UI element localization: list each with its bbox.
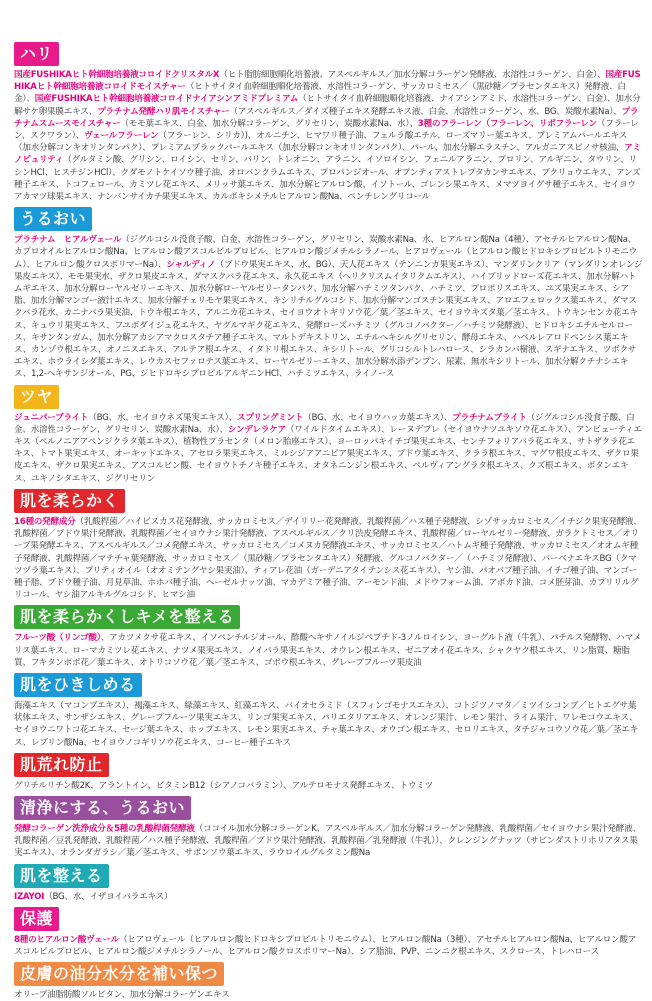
highlighted-ingredient: ヴェールフラーレン bbox=[84, 131, 159, 142]
ingredient-text: （ヒトサイタイ血幹細胞順化培養液、水溶性コラーゲン、サッカロミセス／（黒砂糖／プラセンタエキス）発酵液、白金）、 bbox=[14, 82, 626, 105]
ingredient-text: （BG、水、セイヨウネズ果実エキス）、 bbox=[88, 412, 237, 423]
highlighted-ingredient: プラチナムブライト bbox=[452, 412, 527, 423]
section-ingredients bbox=[14, 780, 643, 792]
ingredient-text: 、アカツメクサ花エキス、イソペンチルジオール、酢酸ヘキサノイルジペプチド-3ノルロイシン、ヨーグルト液（牛乳）、パチルス発酵物、ハマメリス葉エキス、ローマカミツレ花エキス、ナツメ果実エキス、ノイバラ果実エキス、オウレン根エキス、ゼニアオイ花エキス、シャクヤク根エキス、リン脂質、糖脂質、フキタンポポ花／葉エキス、オトリコソウ花／葉／茎エキス、ゴボウ根エキス、グレープフルーツ果皮油 bbox=[14, 633, 642, 668]
ingredient-section bbox=[14, 907, 643, 958]
highlighted-ingredient: アミノピュリティ bbox=[14, 143, 641, 166]
section-header: ツヤ bbox=[14, 385, 59, 409]
highlighted-ingredient: プラチナム発酵ハリ肌モイスチャー bbox=[97, 106, 230, 117]
section-header: 肌を柔らかくしキメを整える bbox=[14, 605, 240, 629]
highlighted-ingredient: 国産FUSHIKAヒト幹細胞培養液コロイドモイスチャー bbox=[14, 70, 641, 93]
ingredient-section bbox=[14, 207, 643, 380]
ingredient-text: （ヒアロヴェール（ヒアルロン酸ヒドロキシプロピルトリモニウム）、ヒアルロン酸Na（3種）、アセチルヒアルロン酸Na、ヒアルロン酸アスコルビルプロピル、ヒアルロン酸ジメチルシラノール、ヒアルロン酸クロスポリマーNa）、シア脂油、PVP、ニンニク根エキス、スクロース、トレハロース bbox=[14, 934, 637, 957]
highlighted-ingredient: 国産FUSHIKAヒト幹細胞培養液コロイドクリスタルX bbox=[14, 70, 220, 80]
highlighted-ingredient: 16種の発酵成分 bbox=[14, 516, 76, 527]
section-ingredients bbox=[14, 989, 643, 1001]
section-ingredients bbox=[14, 69, 643, 203]
ingredient-text: （フラーレン、シリカ）)、オルニチン、ヒマワリ種子油、フェルラ酸エチル、ローズマリー葉エキス、プレミアムパールエキス（加水分解コンキオリンタンパク）、プレミアムブラックパールエキス（加水分解コンキオリンタンパク）、パール、加水分解エラスチン、アルガニアスピノサ核油、 bbox=[14, 131, 628, 154]
ingredient-section bbox=[14, 489, 643, 601]
highlighted-ingredient: プラチナム ヒアルヴェール bbox=[14, 235, 122, 246]
section-header: 皮膚の油分水分を補い保つ bbox=[14, 962, 224, 986]
highlighted-ingredient: 国産FUSHIKAヒト幹細胞培養液コロイドナイアシンアミドプレミアム bbox=[34, 94, 299, 105]
section-header: 肌をひきしめる bbox=[14, 673, 142, 697]
section-header: 肌荒れ防止 bbox=[14, 753, 109, 777]
ingredient-section bbox=[14, 385, 643, 485]
section-header: 保護 bbox=[14, 907, 59, 931]
section-ingredients bbox=[14, 516, 643, 601]
highlighted-ingredient: ジュニパーブライト bbox=[14, 412, 89, 423]
ingredient-text: オリーブ油脂肪酸ソルビタン、加水分解コラーゲンエキス bbox=[14, 990, 230, 1001]
ingredient-text: （ジグルコシル没食子酸、白金、水溶性コラーゲン、グリセリン、炭酸水素Na、水、ヒアルロン酸Na（4種）、アセチルヒアルロン酸Na、カプロオイルヒアルロン酸Na、ヒアルロン酸アスコルビルプロピル、ヒアルロン酸ジメチルシラノール、ヒアロヴェール（ヒアルロン酸ヒドロキシプロピルトリモニウム）、ヒアルロン酸クロスポリマーNa）、 bbox=[14, 235, 637, 270]
highlighted-ingredient: 8種のヒアルロン酸ヴェール bbox=[14, 934, 119, 945]
ingredient-section bbox=[14, 864, 643, 903]
ingredient-text: （ココイル加水分解コラーゲンK、アスペルギルス／加水分解コラーゲン発酵液、乳酸桿菌／セイヨウナシ果汁発酵液、乳酸桿菌／豆乳発酵液、乳酸桿菌／ハス種子発酵液、乳酸桿菌／ブドウ果汁発酵液、乳酸桿菌／乳発酵液（牛乳））、クレンジングナッツ（サピンダストリホリアタス果実エキス）、オランダガラシ／葉／茎エキス、サボンソウ葉エキス、ラウロイルグルタミン酸Na bbox=[14, 823, 641, 859]
section-ingredients bbox=[14, 700, 643, 749]
ingredient-section bbox=[14, 753, 643, 792]
highlighted-ingredient: シャルディノ bbox=[166, 259, 216, 270]
section-ingredients bbox=[14, 234, 643, 380]
section-header: ハリ bbox=[14, 42, 59, 66]
ingredient-text: （ジグルコシル没食子酸、白金、水溶性コラーゲン、グリセリン、炭酸水素Na、水）、 bbox=[14, 412, 635, 435]
highlighted-ingredient: プラチナムスムースモイスチャー bbox=[14, 106, 639, 129]
ingredient-text: （グルタミン酸、グリシン、ロイシン、セリン、バリン、トレオニン、アラニン、イソロイシン、フェニルアラニン、プロリン、アルギニン、タウリン、リシンHCl、ヒスチジンHCl）、クダモノトケイソウ種子油、オロバンクラムエキス、プロパンジオール、オプンティアストレプタカンサエキス、ブクリョウエキス、アンズ種子エキス、トコフェロール、カミツレ花エキス、メリッサ葉エキス、加水分解ヒアルロン酸、イソトール、ゴレンシ果エキス、メマツヨイグサ種子エキス、セイヨウアカマツ球果エキス、ナンバンサイカチ果実エキス、カルボキシメチルヒアルロン酸Na、ペンチレングリコール bbox=[14, 155, 641, 203]
highlighted-ingredient: IZAYOI bbox=[14, 891, 45, 902]
ingredient-section bbox=[14, 962, 643, 1001]
ingredient-text: 海藻エキス（マコンブエキス）、褐藻エキス、緑藻エキス、紅藻エキス、バイオセラミド（スフィンゴモナスエキス）、コトジツノマタ／ミツイシコンブ／ヒトエグサ葉状体エキス、サンザシエキス、グレープフルーツ果実エキス、リンゴ果実エキス、パリエタリアエキス、オレンジ果汁、レモン果汁、ライム果汁、ワレモコウエキス、セイヨウニワトコ花エキス、セージ葉エキス、ホップエキス、レモン果実エキス、チャ葉エキス、オウゴン根エキス、セロリエキス、タチジャコウソウ花／葉／茎エキス、レブリン酸Na、セイヨウノコギリソウ花エキス、コーヒー種子エキス bbox=[14, 700, 639, 748]
section-ingredients bbox=[14, 412, 643, 485]
ingredient-text: （モモ葉エキス、白金、加水分解コラーゲン、グリセリン、炭酸水素Na、水）、 bbox=[120, 118, 418, 129]
section-ingredients bbox=[14, 891, 643, 903]
section-ingredients bbox=[14, 632, 643, 669]
section-header: 肌を柔らかく bbox=[14, 489, 125, 513]
highlighted-ingredient: 発酵コラーゲン洗浄成分＆5種の乳酸桿菌発酵液 bbox=[14, 823, 195, 834]
ingredient-text: （BG、水、セイヨウハッカ葉エキス）、 bbox=[303, 412, 453, 423]
ingredient-text: グリチルリチン酸2K、アラントイン、ビタミンB12（シアノコバラミン）、アルテロモナス発酵エキス、トウミツ bbox=[14, 780, 433, 791]
ingredient-text: （アスペルギルス／ダイズ種子エキス発酵エキス液、白金、水溶性コラーゲン、水、BG、炭酸水素Na）、 bbox=[229, 106, 622, 117]
highlighted-ingredient: シンデレラケア bbox=[227, 424, 286, 435]
ingredient-text: （ブドウ果実エキス、水、BG）、天人花エキス（テンニンカ果実エキス）、マンダリンクリア（マンダリンオレンジ果皮エキス）、モモ果実水、ザクロ果皮エキス、ダマスクバラ花エキス、永久花エキス（ヘリクリスムイタリクムエキス）、ハイブリッドローズ花エキス、加水分解ハトムギエキス、加水分解ローヤルゼリーエキス、加水分解ローヤルゼリータンパク、加水分解ハチミツタンパク、ハチミツ、プロポリスエキス、ユズ果実エキス、シア脂、加水分解マンゴー液汁エキス、加水分解チェリモヤ果実エキス、キシリチルグルコシド、加水分解マンゴスチン果実エキス、アロエフェロックス葉エキス、ダマスクバラ花水、カニナバラ果実油、トウキ根エキス、アルニカ花エキス、セイヨウオトギリソウ花／葉／茎エキス、セイヨウキズタ葉／茎エキス、トウキンセンカ花エキス、キュウリ果実エキス、フユボダイジュ花エキス、ヤグルマギク花エキス、発酵ローズハチミツ（グルコノバクター／ハチミツ発酵液）、ヒドロキシエチルセルロース、キサンタンガム、加水分解アカシアマクロスタチア種子エキス、マルトデキストリン、エチルヘキシルグリセリン、酵母エキス、ハベルレアロドペンシス葉エキス、カンゾウ根エキス、オノニスエキス、アルテア根エキス、イタドリ根エキス、キシリトール、グリコシルトレハロース、シラカンバ樹液、スギナエキス、ツボクサエキス、ホウライシダ葉エキス、レウカスセファロテス葉エキス、ローヤルゼリーエキス、加水分解水添デンプン、尿素、無水キシリトール、加水分解クチナシエキス、1,2-ヘキサンジオール、PG、ジヒドロキシプロピルアルギニンHCl、ハチミツエキス、ライノース bbox=[14, 259, 643, 380]
ingredient-text: （乳酸桿菌／ハイビスカス花発酵液、サッカロミセス／デイリリー花発酵液、乳酸桿菌／ハス種子発酵液、シゾサッカロミセス／イチジク果実発酵液、乳酸桿菌／ブドウ果汁発酵液、乳酸桿菌／セイヨウナシ果汁発酵液、アスペルギルス／クリ渋皮発酵エキス、乳酸桿菌／ローヤルゼリー発酵液、ガラクトミセス／オリーブ果発酵エキス、アスペルギルス／コメ発酵エキス、サッカロミセス／コメヌカ発酵液エキス、サッカロミセス／ハトムギ種子発酵液、サッカロミセス／オオムギ種子発酵液、乳酸桿菌／マテチャ葉発酵液、サッカロミセス／（黒砂糖／プラセンタエキス）発酵液、グルコノバクター／（ハチミツ発酵液）、バーベナエキスBG（クマツヅラ葉エキス）、プリティオイル（オオミテングヤシ果実油）、ティアレ花油（ガーデニアタイテンシス花エキス）、ヤシ油、パオバブ種子油、イチゴ種子油、マンゴー種子脂、ブドウ種子油、月見草油、ホホバ種子油、ヘーゼルナッツ油、マカデミア種子油、アーモンド油、メドウフォーム油、アボカド油、コメ胚芽油、カプリリルグリコール、ヤシ油アルキルグルコシド、ヒマシ油 bbox=[14, 516, 642, 601]
ingredient-section bbox=[14, 796, 643, 860]
ingredient-section bbox=[14, 42, 643, 203]
highlighted-ingredient: 3種のフラーレン（フラーレン、リポフラーレン bbox=[417, 118, 597, 129]
highlighted-ingredient: フルーツ酸（リンゴ酸） bbox=[14, 633, 101, 644]
section-header: 肌を整える bbox=[14, 864, 109, 888]
ingredient-text: （ワイルドタイムエキス）、レーヌデプレ（セイヨウナツユキソウ花エキス）、アンビューティエキス（ペルノニアアペンジクラタ葉エキス）、植物性プラセンタ（メロン胎座エキス）、ヨーロッパキイチゴ果実エキス、センチフォリアバラ花エキス、サトザクラ花エキス、トマト果実エキス、オーキッドエキス、アセロラ果実エキス、ミルシジアアニピア果実エキス、ブドウ葉エキス、クララ根エキス、マグワ根皮エキス、ザクロ果皮エキス、ザクロ果実エキス、アスコルビン酸、セイヨウトチノキ種子エキス、オタネニンジン根エキス、ペルヴィアングラタ根エキス、クズ根エキス、ボタンエキス、ユキノシタエキス、ジグリセリン bbox=[14, 424, 642, 484]
ingredient-section bbox=[14, 673, 643, 749]
highlighted-ingredient: スプリングミント bbox=[237, 412, 304, 423]
ingredient-text: （ヒトサイタイ血幹細胞順化培養液、ナイアシンアミド、水溶性コラーゲン、白金）、加水分解サケ卵果膜エキス、 bbox=[14, 94, 641, 117]
section-header: うるおい bbox=[14, 207, 92, 231]
ingredient-text: （ヒト脂肪細胞順化培養液、アスペルギルス／加水分解コラーゲン発酵液、水溶性コラーゲン、白金）、 bbox=[219, 70, 606, 80]
section-header: 清浄にする、うるおい bbox=[14, 796, 191, 820]
ingredient-section bbox=[14, 605, 643, 669]
section-ingredients bbox=[14, 823, 643, 860]
section-ingredients bbox=[14, 934, 643, 958]
ingredient-text: （フラーレン、スクワラン）、 bbox=[14, 118, 639, 142]
ingredient-text: （BG、水、イザヨイバラエキス） bbox=[44, 891, 173, 902]
